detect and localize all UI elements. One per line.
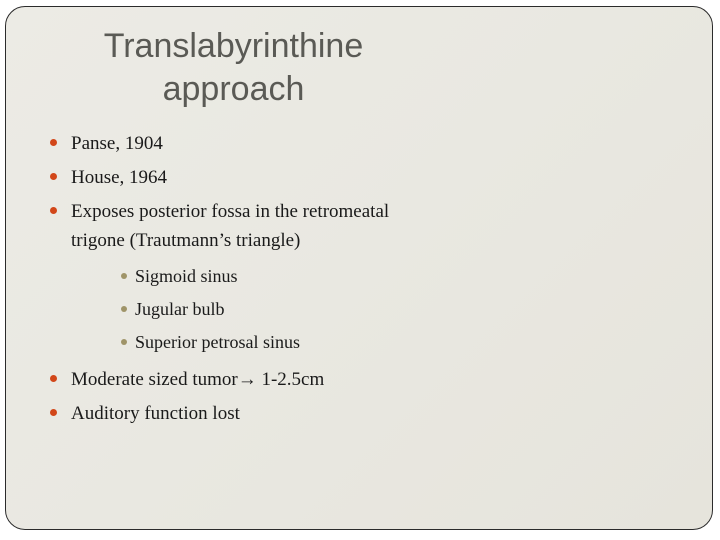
bullet-text: Moderate sized tumor→ 1-2.5cm bbox=[71, 369, 325, 390]
bullet-item bbox=[50, 399, 390, 428]
bullet-dot-icon bbox=[50, 375, 57, 382]
bullet-text: Panse, 1904 bbox=[71, 133, 163, 154]
slide-title-line-2: approach bbox=[162, 70, 305, 108]
bullet-dot-icon bbox=[50, 139, 57, 146]
bullet-list bbox=[50, 129, 390, 433]
bullet-item bbox=[50, 365, 390, 394]
sub-bullet-item bbox=[50, 326, 390, 359]
bullet-item bbox=[50, 129, 390, 158]
bullet-item bbox=[50, 197, 390, 255]
bullet-dot-icon bbox=[50, 173, 57, 180]
bullet-text: Auditory function lost bbox=[71, 403, 240, 424]
sub-bullet-dot-icon bbox=[121, 273, 127, 279]
slide-title-line-1: Translabyrinthine bbox=[103, 27, 364, 65]
sub-bullet-text: Superior petrosal sinus bbox=[135, 332, 300, 352]
slide bbox=[5, 6, 713, 530]
sub-bullet-text: Jugular bulb bbox=[135, 299, 225, 319]
sub-bullet-dot-icon bbox=[121, 306, 127, 312]
bullet-text: Exposes posterior fossa in the retromeatal trigone (Trautmann’s triangle) bbox=[71, 201, 390, 251]
sub-bullet-text: Sigmoid sinus bbox=[135, 266, 238, 286]
sub-bullet-item bbox=[50, 260, 390, 293]
sub-bullet-item bbox=[50, 293, 390, 326]
slide-title bbox=[66, 25, 401, 111]
bullet-dot-icon bbox=[50, 409, 57, 416]
bullet-text: House, 1964 bbox=[71, 167, 168, 188]
sub-bullet-dot-icon bbox=[121, 339, 127, 345]
bullet-item bbox=[50, 163, 390, 192]
bullet-dot-icon bbox=[50, 207, 57, 214]
sub-bullet-list bbox=[50, 260, 390, 359]
